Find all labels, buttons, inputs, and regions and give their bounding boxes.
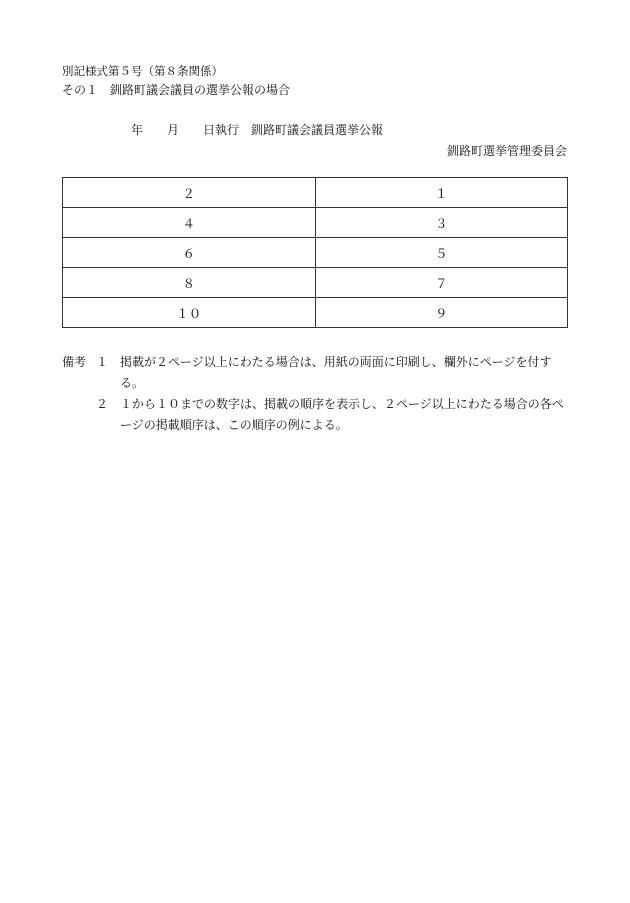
table-cell: １ [315,178,568,208]
note-item [62,352,568,394]
table-cell: ６ [63,238,316,268]
note-number: ２ [96,397,109,411]
note-number: １ [96,355,109,369]
table-row [63,178,568,208]
table-cell: ５ [315,238,568,268]
table-row [63,298,568,328]
table-row [63,208,568,238]
table-row [63,238,568,268]
table-cell: １０ [63,298,316,328]
note-text: 掲載が２ページ以上にわたる場合は、用紙の両面に印刷し、欄外にページを付する。 [120,355,552,390]
note-indent [62,394,96,436]
table-cell: ３ [315,208,568,238]
table-cell: ８ [63,268,316,298]
note-item [62,394,568,436]
notes-label: 備考 [62,355,87,369]
note-text: １から１０までの数字は、掲載の順序を表示し、２ページ以上にわたる場合の各ページの掲載順序は、この順序の例による。 [120,397,564,432]
case-title: その１ 釧路町議会議員の選挙公報の場合 [62,83,291,97]
table-cell: ４ [63,208,316,238]
table-cell: ７ [315,268,568,298]
bulletin-title: 年 月 日執行 釧路町議会議員選挙公報 [131,123,384,137]
notes-section [62,352,568,436]
table-row [63,268,568,298]
table-cell: ２ [63,178,316,208]
layout-order-table [62,177,568,328]
form-reference: 別記様式第５号（第８条関係） [62,64,223,78]
issuer-name: 釧路町選挙管理委員会 [446,144,567,158]
table-cell: ９ [315,298,568,328]
